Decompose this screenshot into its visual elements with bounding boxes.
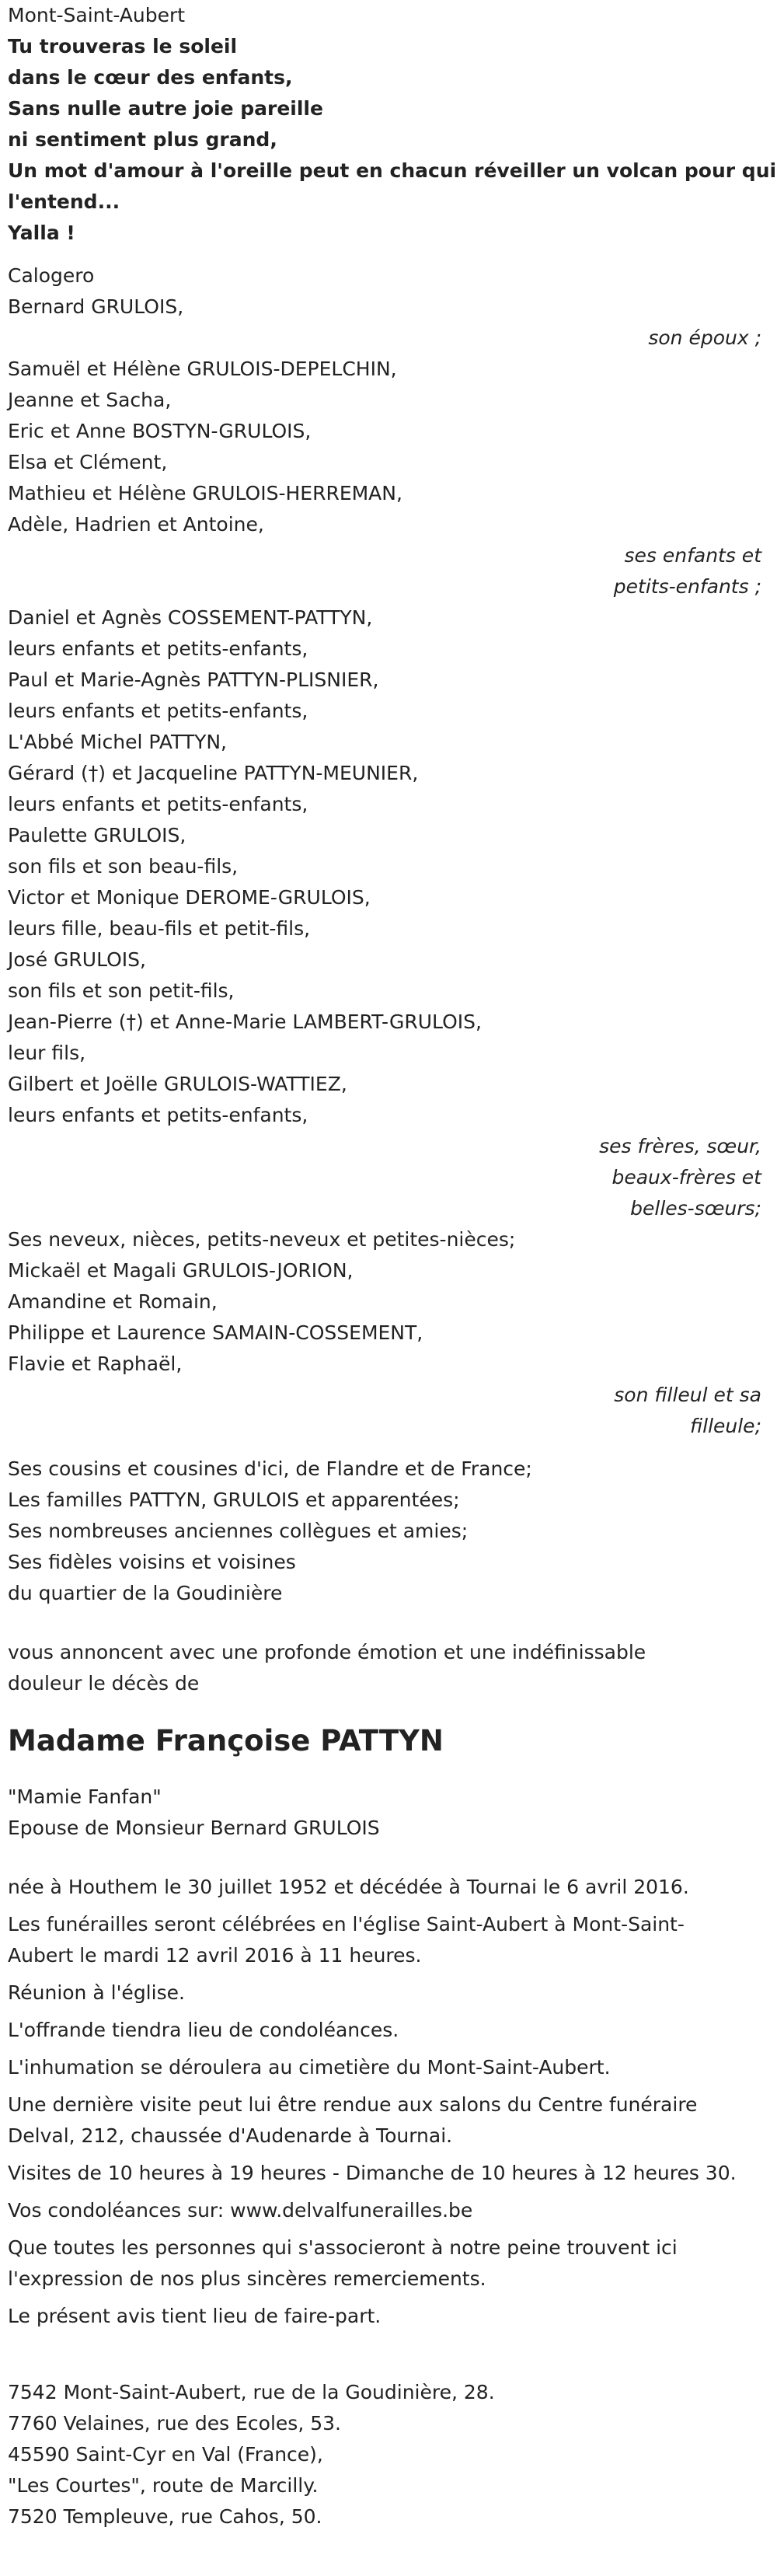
relation-label: son filleul et sa — [614, 1384, 761, 1406]
relation-label: petits-enfants ; — [613, 575, 761, 598]
detail-line: L'inhumation se déroulera au cimetière du Mont-Saint-Aubert. — [8, 2056, 611, 2079]
relation-label: belles-sœurs; — [630, 1197, 761, 1220]
detail-paragraph — [8, 2158, 769, 2189]
family-line: Paul et Marie-Agnès PATTYN-PLISNIER, — [8, 668, 379, 691]
family-line: Les familles PATTYN, GRULOIS et apparentées; — [8, 1489, 460, 1511]
family-line: Bernard GRULOIS, — [8, 295, 184, 318]
spouse-block — [8, 291, 769, 354]
place-line: Mont-Saint-Aubert — [8, 4, 186, 26]
family-line: Gérard (†) et Jacqueline PATTYN-MEUNIER, — [8, 762, 419, 784]
poem-line: ni sentiment plus grand, — [8, 128, 277, 151]
detail-paragraph — [8, 2232, 769, 2295]
detail-paragraph — [8, 2195, 769, 2226]
siblings-block — [8, 602, 769, 1224]
detail-paragraph — [8, 2015, 769, 2046]
funeral-details — [8, 1872, 769, 2332]
relation-label: beaux-frères et — [611, 1166, 761, 1189]
deceased-name: Madame Françoise PATTYN — [8, 1724, 444, 1757]
address-line: 45590 Saint-Cyr en Val (France), — [8, 2443, 323, 2466]
deceased-nickname: "Mamie Fanfan" — [8, 1785, 162, 1808]
address-line: 7760 Velaines, rue des Ecoles, 53. — [8, 2412, 341, 2435]
poem-signature: Calogero — [8, 264, 95, 287]
family-line: Samuël et Hélène GRULOIS-DEPELCHIN, — [8, 358, 397, 380]
relation-label: ses enfants et — [624, 544, 761, 567]
detail-line: Que toutes les personnes qui s'associeront à notre peine trouvent ici — [8, 2236, 678, 2259]
relation-label: filleule; — [689, 1415, 761, 1437]
deceased-spouse-line: Epouse de Monsieur Bernard GRULOIS — [8, 1817, 380, 1839]
family-line: Eric et Anne BOSTYN-GRULOIS, — [8, 420, 312, 442]
detail-line: née à Houthem le 30 juillet 1952 et décédée à Tournai le 6 avril 2016. — [8, 1876, 689, 1898]
relation-label: son époux ; — [648, 326, 761, 349]
poem-line: Yalla ! — [8, 222, 75, 244]
poem-line: l'entend... — [8, 190, 120, 213]
address-line: 7520 Templeuve, rue Cahos, 50. — [8, 2505, 322, 2528]
family-line: Daniel et Agnès COSSEMENT-PATTYN, — [8, 606, 373, 629]
family-line: Ses cousins et cousines d'ici, de Flandre et de France; — [8, 1457, 532, 1480]
family-line: Paulette GRULOIS, — [8, 824, 186, 846]
relation-label: ses frères, sœur, — [599, 1135, 761, 1157]
detail-line: Le présent avis tient lieu de faire-part. — [8, 2305, 382, 2327]
family-line: Ses nombreuses anciennes collègues et amies; — [8, 1520, 469, 1542]
family-line: Victor et Monique DEROME-GRULOIS, — [8, 886, 371, 909]
family-line: du quartier de la Goudinière — [8, 1582, 283, 1604]
family-line: Adèle, Hadrien et Antoine, — [8, 513, 264, 536]
family-line: Ses fidèles voisins et voisines — [8, 1551, 296, 1573]
detail-paragraph — [8, 1872, 769, 1903]
family-line: Philippe et Laurence SAMAIN-COSSEMENT, — [8, 1321, 423, 1344]
family-line: son fils et son beau-fils, — [8, 855, 239, 878]
family-line: leur fils, — [8, 1042, 86, 1064]
announcement-line: douleur le décès de — [8, 1672, 200, 1695]
family-line: Amandine et Romain, — [8, 1290, 218, 1313]
poem-line: dans le cœur des enfants, — [8, 66, 293, 89]
others-block — [8, 1454, 769, 1609]
announcement-line: vous annoncent avec une profonde émotion et une indéfinissable — [8, 1641, 646, 1663]
family-line: son fils et son petit-fils, — [8, 979, 235, 1002]
family-line: Flavie et Raphaël, — [8, 1353, 183, 1375]
family-line: Mathieu et Hélène GRULOIS-HERREMAN, — [8, 482, 402, 504]
detail-paragraph — [8, 2089, 769, 2152]
detail-paragraph — [8, 2052, 769, 2083]
poem-line: Tu trouveras le soleil — [8, 35, 238, 58]
announcement — [8, 1637, 769, 1699]
family-line: Gilbert et Joëlle GRULOIS-WATTIEZ, — [8, 1073, 347, 1095]
family-line: Jeanne et Sacha, — [8, 389, 172, 411]
condolences-line: Vos condoléances sur: www.delvalfunerailles.be — [8, 2199, 473, 2222]
poem-line: Sans nulle autre joie pareille — [8, 97, 323, 120]
family-line: Ses neveux, nièces, petits-neveux et petites-nièces; — [8, 1228, 516, 1251]
address-line: "Les Courtes", route de Marcilly. — [8, 2474, 319, 2497]
detail-line: Visites de 10 heures à 19 heures - Dimanche de 10 heures à 12 heures 30. — [8, 2162, 737, 2184]
family-line: L'Abbé Michel PATTYN, — [8, 731, 228, 753]
children-block — [8, 354, 769, 602]
detail-line: Réunion à l'église. — [8, 1981, 185, 2004]
poem — [8, 31, 777, 249]
detail-line: Aubert le mardi 12 avril 2016 à 11 heures. — [8, 1944, 422, 1967]
detail-paragraph — [8, 2301, 769, 2332]
detail-line: Les funérailles seront célébrées en l'église Saint-Aubert à Mont-Saint- — [8, 1913, 685, 1935]
detail-paragraph — [8, 1909, 769, 1971]
family-line: Elsa et Clément, — [8, 451, 168, 473]
detail-line: Une dernière visite peut lui être rendue aux salons du Centre funéraire — [8, 2093, 698, 2116]
addresses — [8, 2377, 769, 2532]
family-line: José GRULOIS, — [8, 948, 146, 971]
detail-line: l'expression de nos plus sincères remerciements. — [8, 2267, 486, 2290]
family-line: leurs enfants et petits-enfants, — [8, 793, 308, 815]
family-line: leurs fille, beau-fils et petit-fils, — [8, 917, 311, 940]
detail-paragraph — [8, 1977, 769, 2009]
family-line: leurs enfants et petits-enfants, — [8, 637, 308, 660]
godchildren-block — [8, 1224, 769, 1442]
detail-line: Delval, 212, chaussée d'Audenarde à Tournai. — [8, 2124, 453, 2147]
address-line: 7542 Mont-Saint-Aubert, rue de la Goudinière, 28. — [8, 2381, 495, 2403]
family-line: Jean-Pierre (†) et Anne-Marie LAMBERT-GRULOIS, — [8, 1011, 482, 1033]
family-line: leurs enfants et petits-enfants, — [8, 1104, 308, 1126]
poem-line: Un mot d'amour à l'oreille peut en chacun réveiller un volcan pour qui — [8, 159, 777, 182]
family-line: leurs enfants et petits-enfants, — [8, 700, 308, 722]
detail-line: L'offrande tiendra lieu de condoléances. — [8, 2019, 399, 2041]
family-line: Mickaël et Magali GRULOIS-JORION, — [8, 1259, 354, 1282]
